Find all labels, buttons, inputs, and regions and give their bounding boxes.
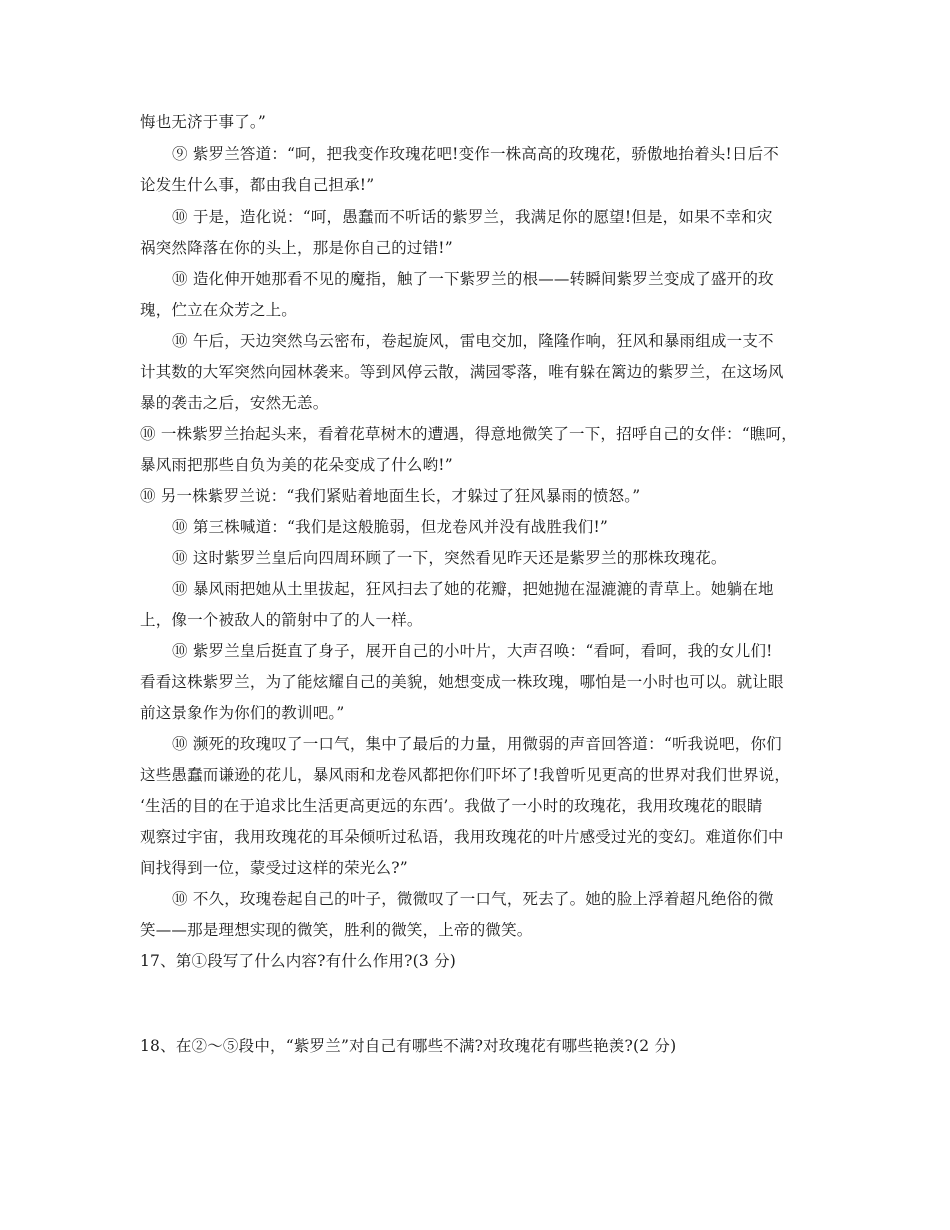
paragraph-line: ⑩ 这时紫罗兰皇后向四周环顾了一下，突然看见昨天还是紫罗兰的那株玫瑰花。 — [172, 549, 727, 567]
paragraph-line: 悔也无济于事了。” — [140, 113, 266, 131]
paragraph-line: ⑩ 暴风雨把她从土里拔起，狂风扫去了她的花瓣，把她抛在湿漉漉的青草上。她躺在地 — [172, 580, 774, 598]
paragraph-line: ⑩ 紫罗兰皇后挺直了身子，展开自己的小叶片，大声召唤：“看呵，看呵，我的女儿们! — [172, 642, 773, 660]
paragraph-line: ⑨ 紫罗兰答道：“呵，把我变作玫瑰花吧!变作一株高高的玫瑰花，骄傲地抬着头!日后不 — [172, 145, 780, 163]
paragraph-line: ⑩ 第三株喊道：“我们是这般脆弱，但龙卷风并没有战胜我们!” — [172, 518, 609, 536]
paragraph-line: 上，像一个被敌人的箭射中了的人一样。 — [140, 611, 423, 629]
paragraph-line: ⑩ 午后，天边突然乌云密布，卷起旋风，雷电交加，隆隆作响，狂风和暴雨组成一支不 — [172, 332, 774, 350]
question-18: 18、在②～⑤段中，“紫罗兰”对自己有哪些不满?对玫瑰花有哪些艳羡?(2 分) — [140, 1037, 677, 1055]
paragraph-line: ‘生活的目的在于追求比生活更高更远的东西’。我做了一小时的玫瑰花，我用玫瑰花的眼睛 — [140, 797, 763, 815]
paragraph-line: 暴风雨把那些自负为美的花朵变成了什么哟!” — [140, 456, 453, 474]
question-17: 17、第①段写了什么内容?有什么作用?(3 分) — [140, 952, 457, 970]
paragraph-line: 论发生什么事，都由我自己担承!” — [140, 176, 375, 194]
paragraph-line: 计其数的大军突然向园林袭来。等到风停云散，满园零落，唯有躲在篱边的紫罗兰，在这场风 — [140, 363, 784, 381]
paragraph-line: 看看这株紫罗兰，为了能炫耀自己的美貌，她想变成一株玫瑰，哪怕是一小时也可以。就让眼 — [140, 673, 784, 691]
paragraph-line: ⑩ 造化伸开她那看不见的魔指，触了一下紫罗兰的根——转瞬间紫罗兰变成了盛开的玫 — [172, 270, 774, 288]
paragraph-line: 笑——那是理想实现的微笑，胜利的微笑，上帝的微笑。 — [140, 921, 533, 939]
paragraph-line: ⑩ 另一株紫罗兰说：“我们紧贴着地面生长，才躲过了狂风暴雨的愤怒。” — [140, 487, 641, 505]
paragraph-line: ⑩ 不久，玫瑰卷起自己的叶子，微微叹了一口气，死去了。她的脸上浮着超凡绝俗的微 — [172, 890, 774, 908]
paragraph-line: ⑩ 一株紫罗兰抬起头来，看着花草树木的遭遇，得意地微笑了一下，招呼自己的女伴：“瞧呵， — [140, 425, 797, 443]
paragraph-line: 暴的袭击之后，安然无恙。 — [140, 394, 329, 412]
paragraph-line: 瑰，伫立在众芳之上。 — [140, 301, 298, 319]
paragraph-line: ⑩ 于是，造化说：“呵，愚蠢而不听话的紫罗兰，我满足你的愿望!但是，如果不幸和灾 — [172, 208, 773, 226]
paragraph-line: ⑩ 濒死的玫瑰叹了一口气，集中了最后的力量，用微弱的声音回答道：“听我说吧，你们 — [172, 735, 782, 753]
paragraph-line: 观察过宇宙，我用玫瑰花的耳朵倾听过私语，我用玫瑰花的叶片感受过光的变幻。难道你们中 — [140, 828, 784, 846]
paragraph-line: 前这景象作为你们的教训吧。” — [140, 704, 345, 722]
paragraph-line: 这些愚蠢而谦逊的花儿，暴风雨和龙卷风都把你们吓坏了!我曾听见更高的世界对我们世界说， — [140, 766, 791, 784]
paragraph-line: 祸突然降落在你的头上，那是你自己的过错!” — [140, 239, 453, 257]
paragraph-line: 间找得到一位，蒙受过这样的荣光么?” — [140, 859, 408, 877]
